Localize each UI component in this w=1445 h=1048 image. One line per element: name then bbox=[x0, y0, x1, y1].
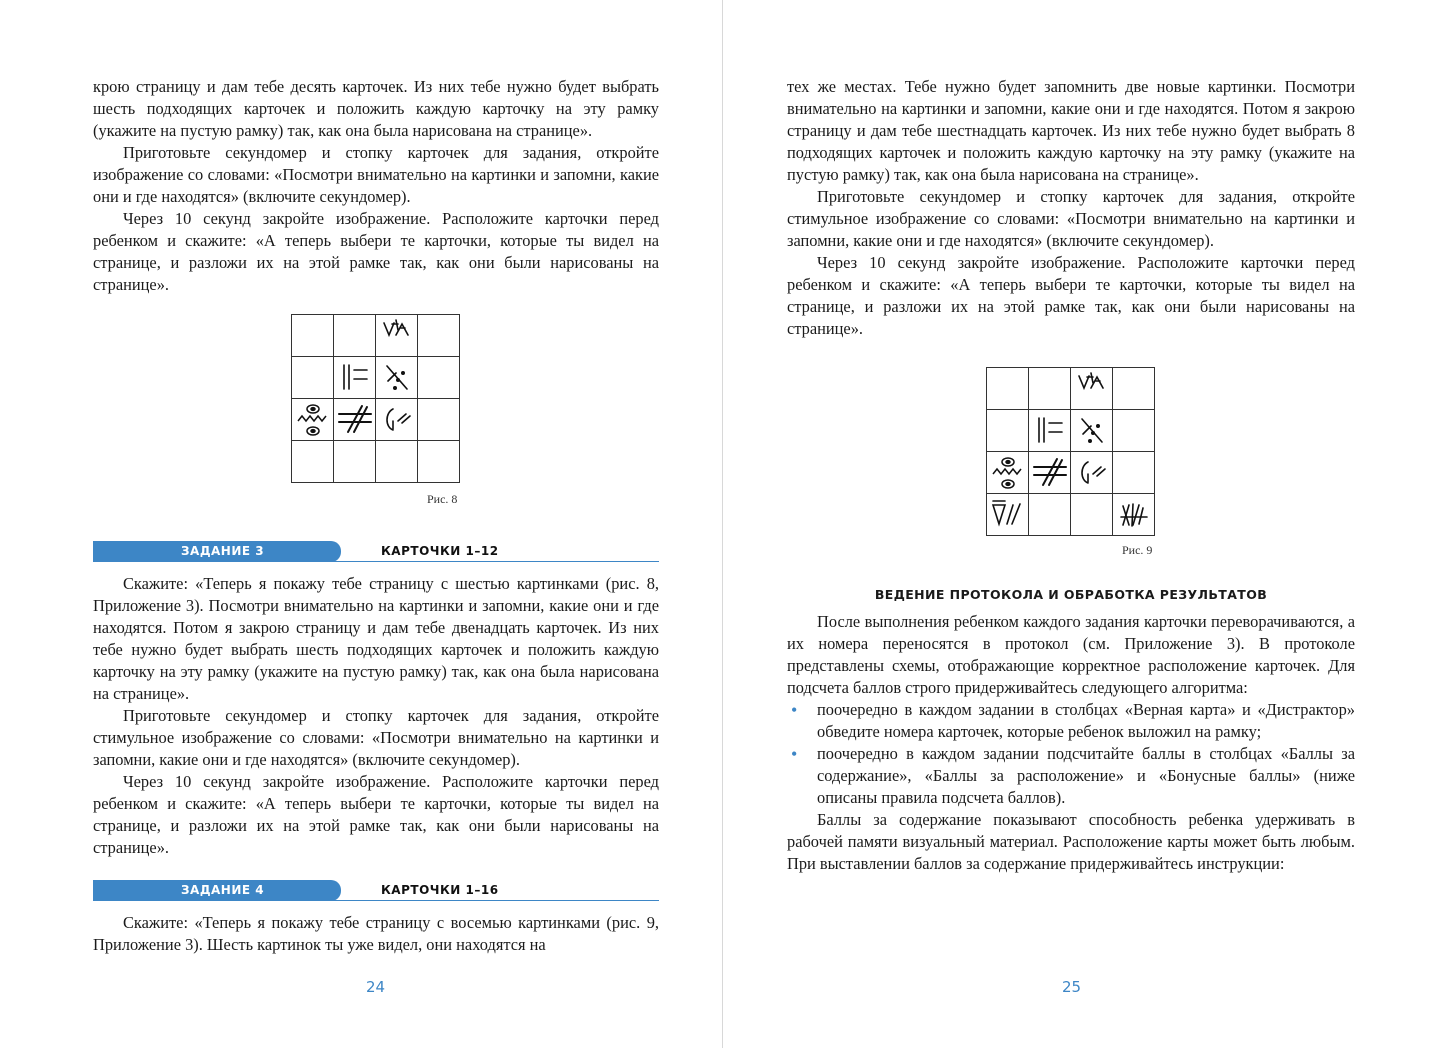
grid-cell bbox=[376, 441, 418, 483]
task-label: ЗАДАНИЕ 3 bbox=[181, 544, 265, 558]
grid-cell bbox=[334, 357, 376, 399]
task-title: КАРТОЧКИ 1–12 bbox=[381, 544, 499, 558]
paragraph: Приготовьте секундомер и стопку карточек для задания, откройте изображение со словами: «Посмотри внимательно на картинки и запомни, какие они и где находятся» (включите секундомер). bbox=[93, 143, 659, 206]
card-grid bbox=[986, 367, 1155, 536]
paragraph: Приготовьте секундомер и стопку карточек для задания, откройте стимульное изображение со словами: «Посмотри внимательно на картинки и запомни, какие они и где находятся» (включите секундомер). bbox=[787, 187, 1355, 250]
grid-cell bbox=[1071, 494, 1113, 536]
grid-cell bbox=[292, 399, 334, 441]
grid-cell bbox=[292, 441, 334, 483]
paragraph: тех же местах. Тебе нужно будет запомнить две новые картинки. Посмотри внимательно на картинки и запомни, какие они и где находятся. Потом я закрою страницу и дам тебе шестнадцать карточек. Из них тебе нужно будет выбрать 8 подходящих карточек и положить каждую карточку на эту рамку (укажите на пустую рамку) так, как она была нарисована на странице». bbox=[787, 77, 1355, 184]
grid-cell bbox=[1113, 368, 1155, 410]
grid-cell bbox=[987, 368, 1029, 410]
grid-cell bbox=[1113, 452, 1155, 494]
grid-cell bbox=[987, 494, 1029, 536]
grid-cell bbox=[1029, 410, 1071, 452]
grid-cell bbox=[418, 441, 460, 483]
grid-cell bbox=[418, 315, 460, 357]
page-number: 25 bbox=[1062, 978, 1082, 996]
bullet-list bbox=[787, 699, 1355, 809]
grid-cell bbox=[1071, 410, 1113, 452]
grid-cell bbox=[1029, 368, 1071, 410]
grid-cell bbox=[334, 315, 376, 357]
paragraph: Через 10 секунд закройте изображение. Расположите карточки перед ребенком и скажите: «А теперь выбери те карточки, которые ты видел на странице, и разложи их на этой рамке так, как они были нарисованы на странице». bbox=[93, 772, 659, 857]
figure-caption: Рис. 9 bbox=[1122, 543, 1153, 557]
grid-cell bbox=[292, 315, 334, 357]
paragraph: Баллы за содержание показывают способность ребенка удерживать в рабочей памяти визуальный материал. Расположение карты может быть любым. При выставлении баллов за содержание придерживайтесь инструкции: bbox=[787, 810, 1355, 873]
paragraph: Через 10 секунд закройте изображение. Расположите карточки перед ребенком и скажите: «А теперь выбери те карточки, которые ты видел на странице, и разложи их на этой рамке так, как они были нарисованы на странице». bbox=[787, 253, 1355, 338]
left-column bbox=[93, 76, 659, 956]
task-rule bbox=[93, 900, 659, 901]
paragraph: Через 10 секунд закройте изображение. Расположите карточки перед ребенком и скажите: «А теперь выбери те карточки, которые ты видел на странице, и разложи их на этой рамке так, как они были нарисованы на странице». bbox=[93, 209, 659, 294]
task-3-header bbox=[93, 541, 659, 562]
grid-cell bbox=[334, 399, 376, 441]
task-label: ЗАДАНИЕ 4 bbox=[181, 883, 265, 897]
paragraph: После выполнения ребенком каждого задания карточки переворачиваются, а их номера переносятся в протокол (см. Приложение 3). В протоколе представлены схемы, отображающие корректное расположение карточек. Для подсчета баллов строго придерживайтесь следующего алгоритма: bbox=[787, 612, 1355, 697]
grid-cell bbox=[1029, 452, 1071, 494]
paragraph: Скажите: «Теперь я покажу тебе страницу с восемью картинками (рис. 9, Приложение 3). Шесть картинок ты уже видел, они находятся на bbox=[93, 913, 659, 954]
grid-cell bbox=[987, 452, 1029, 494]
grid-cell bbox=[376, 357, 418, 399]
grid-cell bbox=[987, 410, 1029, 452]
figure-9 bbox=[787, 340, 1355, 562]
grid-cell bbox=[376, 399, 418, 441]
right-column bbox=[787, 76, 1355, 875]
grid-cell bbox=[1113, 494, 1155, 536]
list-item: • поочередно в каждом задании в столбцах «Верная карта» и «Дистрактор» обведите номера карточек, которые ребенок выложил на рамку; bbox=[787, 699, 1355, 743]
right-page bbox=[723, 0, 1445, 1048]
figure-caption: Рис. 8 bbox=[427, 492, 458, 506]
grid-cell bbox=[418, 357, 460, 399]
grid-cell bbox=[334, 441, 376, 483]
grid-cell bbox=[292, 357, 334, 399]
paragraph: Приготовьте секундомер и стопку карточек для задания, откройте стимульное изображение со словами: «Посмотри внимательно на картинки и запомни, какие они и где находятся» (включите секундомер). bbox=[93, 706, 659, 769]
figure-8 bbox=[93, 296, 659, 508]
grid-cell bbox=[1113, 410, 1155, 452]
section-title: ВЕДЕНИЕ ПРОТОКОЛА И ОБРАБОТКА РЕЗУЛЬТАТОВ bbox=[874, 587, 1268, 602]
task-4-header bbox=[93, 880, 659, 901]
grid-cell bbox=[418, 399, 460, 441]
task-rule bbox=[93, 561, 659, 562]
grid-cell bbox=[1071, 368, 1113, 410]
task-title: КАРТОЧКИ 1–16 bbox=[381, 883, 499, 897]
card-grid bbox=[291, 314, 460, 483]
paragraph: крою страницу и дам тебе десять карточек. Из них тебе нужно будет выбрать шесть подходящих карточек и положить каждую карточку на эту рамку (укажите на пустую рамку) так, как она была нарисована на странице». bbox=[93, 77, 659, 140]
paragraph: Скажите: «Теперь я покажу тебе страницу с шестью картинками (рис. 8, Приложение 3). Посмотри внимательно на картинки и запомни, какие они и где находятся. Потом я закрою страницу и дам тебе двенадцать карточек. Из них тебе нужно будет выбрать шесть подходящих карточек и положить каждую карточку на эту рамку (укажите на пустую рамку) так, как она была нарисована на странице». bbox=[93, 574, 659, 703]
page-number: 24 bbox=[366, 978, 386, 996]
list-item: • поочередно в каждом задании подсчитайте баллы в столбцах «Баллы за содержание», «Баллы за расположение» и «Бонусные баллы» (ниже описаны правила подсчета баллов). bbox=[787, 743, 1355, 809]
grid-cell bbox=[376, 315, 418, 357]
grid-cell bbox=[1071, 452, 1113, 494]
grid-cell bbox=[1029, 494, 1071, 536]
